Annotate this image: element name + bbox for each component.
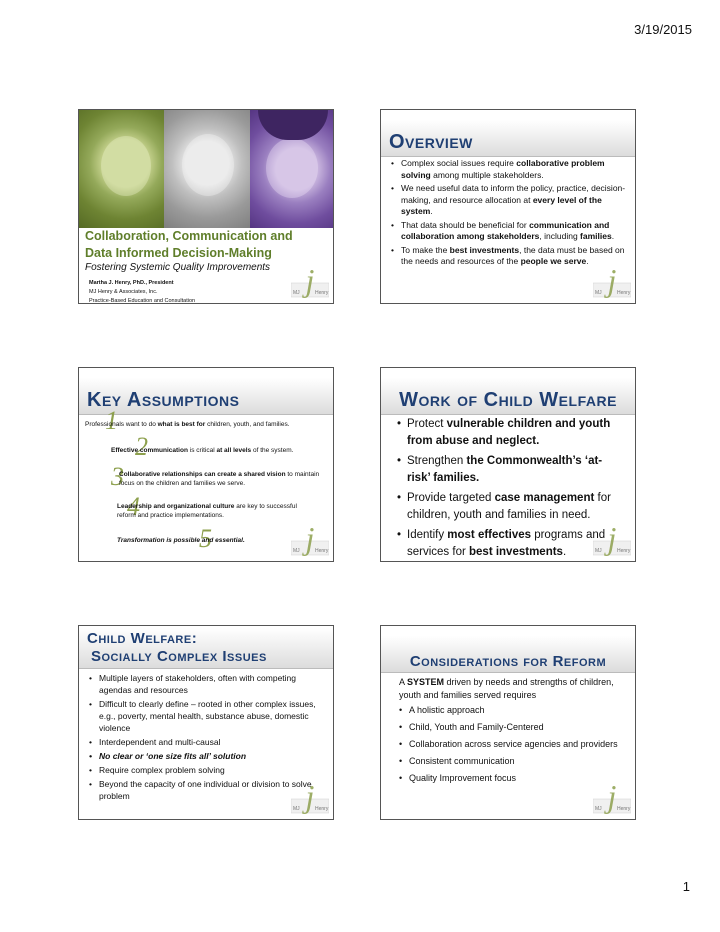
assumption-text: are key to successful reform and practice implementations. [117, 503, 297, 519]
mj-henry-logo [593, 779, 631, 815]
assumption-number: 5 [199, 524, 212, 553]
svg-text:MJ: MJ [293, 548, 300, 554]
complex-issues-bullet-list [89, 672, 324, 804]
emphasis-text: the Commonwealth’s ‘at-risk’ families. [407, 455, 603, 484]
emphasis-text: collaborative problem solving [401, 158, 605, 180]
bullet-text: That data should be beneficial for [401, 219, 530, 230]
author-block: Martha J. Henry, PhD., President MJ Henry & Associates, Inc. Practice-Based Education and Consultation [89, 280, 196, 304]
slide-heading: Key Assumptions [87, 389, 240, 411]
svg-text:j: j [607, 521, 617, 556]
reform-bullet-list [399, 704, 624, 789]
svg-text:MJ: MJ [293, 290, 300, 296]
slide-heading: Child Welfare: Socially Complex Issues [87, 630, 267, 665]
j-letter-icon [593, 521, 631, 557]
emphasis-text: Leadership and organizational culture [117, 503, 235, 510]
mj-henry-logo [593, 521, 631, 557]
emphasis-text: most effectives [447, 529, 532, 541]
slide-overview [380, 109, 636, 304]
overview-bullet-list [391, 158, 631, 270]
assumption-text: to maintain focus on the children and families we serve. [119, 471, 320, 487]
assumption-item [111, 446, 326, 455]
bullet-item [397, 416, 625, 450]
bullet-text: , the data must be based on the needs and resources of the [401, 244, 625, 266]
assumption-text: of the system. [251, 447, 294, 454]
bullet-text: Identify [407, 529, 448, 541]
assumption-item [117, 502, 317, 520]
assumption-text: is critical [187, 447, 217, 454]
j-letter-icon [593, 779, 631, 815]
bullet-item [391, 183, 631, 218]
presentation-subtitle: Fostering Systemic Quality Improvements [85, 262, 271, 273]
assumption-text: Professionals want to do [85, 421, 158, 428]
slide-title [78, 109, 334, 304]
bullet-text: , including [539, 231, 581, 241]
svg-text:Henry: Henry [315, 290, 329, 296]
bullet-text: for children, youth and families in need. [407, 492, 611, 521]
emphasis-text: Transformation is possible and essential. [117, 537, 245, 544]
bullet-item [391, 220, 631, 243]
bullet-text: Strengthen [407, 455, 464, 467]
mj-henry-logo [593, 263, 631, 299]
j-letter-icon [593, 263, 631, 299]
page-number: 1 [682, 879, 690, 894]
bullet-text: Protect [407, 418, 444, 430]
emphasis-text: people we serve [520, 256, 587, 266]
bullet-text: . [586, 256, 589, 266]
svg-text:MJ: MJ [595, 548, 602, 554]
assumption-item [85, 420, 330, 429]
slide-heading: Overview [389, 131, 473, 153]
mj-henry-logo [291, 263, 329, 299]
bullet-text: . [611, 231, 615, 241]
bullet-text: We need useful data to inform the policy, practice, decision-making, and resource allocation at [401, 183, 626, 205]
emphasis-text: communication and collaboration among stakeholders [401, 219, 610, 241]
bullet-text: To make the [401, 244, 450, 255]
assumption-item [119, 470, 324, 488]
emphasis-text: vulnerable children and youth from abuse and neglect. [407, 418, 611, 447]
svg-text:j: j [607, 779, 617, 814]
emphasis-text: what is best for [157, 421, 206, 428]
slide-heading: Considerations for Reform [409, 653, 607, 670]
assumption-number: 3 [111, 462, 124, 491]
bullet-text: . [430, 206, 433, 216]
mj-henry-logo [291, 521, 329, 557]
svg-text:j: j [305, 521, 315, 556]
svg-text:Henry: Henry [315, 548, 329, 554]
assumption-number: 1 [105, 406, 118, 435]
emphasis-text: every level of the system [401, 194, 602, 216]
child-photo-gray [164, 110, 249, 228]
svg-text:MJ: MJ [595, 290, 602, 296]
bullet-text: among multiple stakeholders. [430, 169, 544, 180]
bullet-text: . [562, 546, 567, 558]
bullet-item: • A holistic approach [399, 704, 624, 716]
assumption-item [117, 536, 307, 545]
bullet-item: • Require complex problem solving [89, 764, 324, 776]
bullet-text: programs and services for [407, 529, 606, 558]
emphasis-text: best investments [449, 244, 520, 255]
svg-text:Henry: Henry [617, 806, 631, 812]
emphasis-text: families [580, 231, 612, 241]
bullet-item [397, 527, 625, 561]
bullet-item: • Consistent communication [399, 755, 624, 767]
svg-text:Henry: Henry [617, 290, 631, 296]
bullet-item: • Beyond the capacity of one individual or division to solve problem [89, 778, 324, 802]
bullet-item: • Interdependent and multi-causal [89, 736, 324, 748]
assumption-number: 2 [135, 432, 148, 461]
bullet-item: • Multiple layers of stakeholders, often with competing agendas and resources [89, 672, 324, 696]
j-letter-icon [291, 521, 329, 557]
svg-text:MJ: MJ [293, 806, 300, 812]
bullet-item: • Collaboration across service agencies and providers [399, 738, 624, 750]
slide-work-of-child-welfare [380, 367, 636, 562]
svg-text:j: j [305, 263, 315, 298]
bullet-item [391, 158, 631, 181]
svg-text:Henry: Henry [617, 548, 631, 554]
svg-text:j: j [607, 263, 617, 298]
child-photo-purple [250, 110, 334, 228]
assumption-text: children, youth, and families. [205, 421, 290, 428]
j-letter-icon [291, 263, 329, 299]
svg-text:j: j [305, 779, 315, 814]
mj-henry-logo [291, 779, 329, 815]
child-photo-green [79, 110, 164, 228]
print-date: 3/19/2015 [634, 22, 692, 37]
presentation-title: Collaboration, Communication and Data Informed Decision-Making [85, 229, 293, 260]
svg-text:MJ: MJ [595, 806, 602, 812]
bullet-item [397, 453, 625, 487]
children-photo-strip [79, 110, 334, 228]
emphasis-text: Collaborative relationships can create a shared vision [119, 471, 286, 478]
svg-text:Henry: Henry [315, 806, 329, 812]
reform-intro: A SYSTEM driven by needs and strengths of children, youth and families served requires [399, 677, 614, 700]
slide-key-assumptions [78, 367, 334, 562]
emphasis-text: best investments [469, 546, 563, 558]
emphasis-text: at all levels [216, 447, 252, 454]
bullet-item: • Quality Improvement focus [399, 772, 624, 784]
slide-heading: Work of Child Welfare [399, 389, 617, 411]
slide-socially-complex-issues [78, 625, 334, 820]
bullet-item [397, 490, 625, 524]
assumption-number: 4 [127, 492, 140, 521]
bullet-text: Complex social issues require [401, 158, 517, 168]
emphasis-text: case management [494, 492, 595, 504]
bullet-item: • Child, Youth and Family-Centered [399, 721, 624, 733]
bullet-item: • No clear or ‘one size fits all’ solution [89, 750, 324, 762]
bullet-item: • Difficult to clearly define – rooted in other complex issues, e.g., poverty, mental health, substance abuse, domestic violence [89, 698, 324, 734]
bullet-text: Provide targeted [407, 492, 495, 504]
j-letter-icon [291, 779, 329, 815]
emphasis-text: Effective communication [111, 447, 188, 454]
child-welfare-bullet-list [397, 416, 625, 562]
slide-considerations-for-reform [380, 625, 636, 820]
